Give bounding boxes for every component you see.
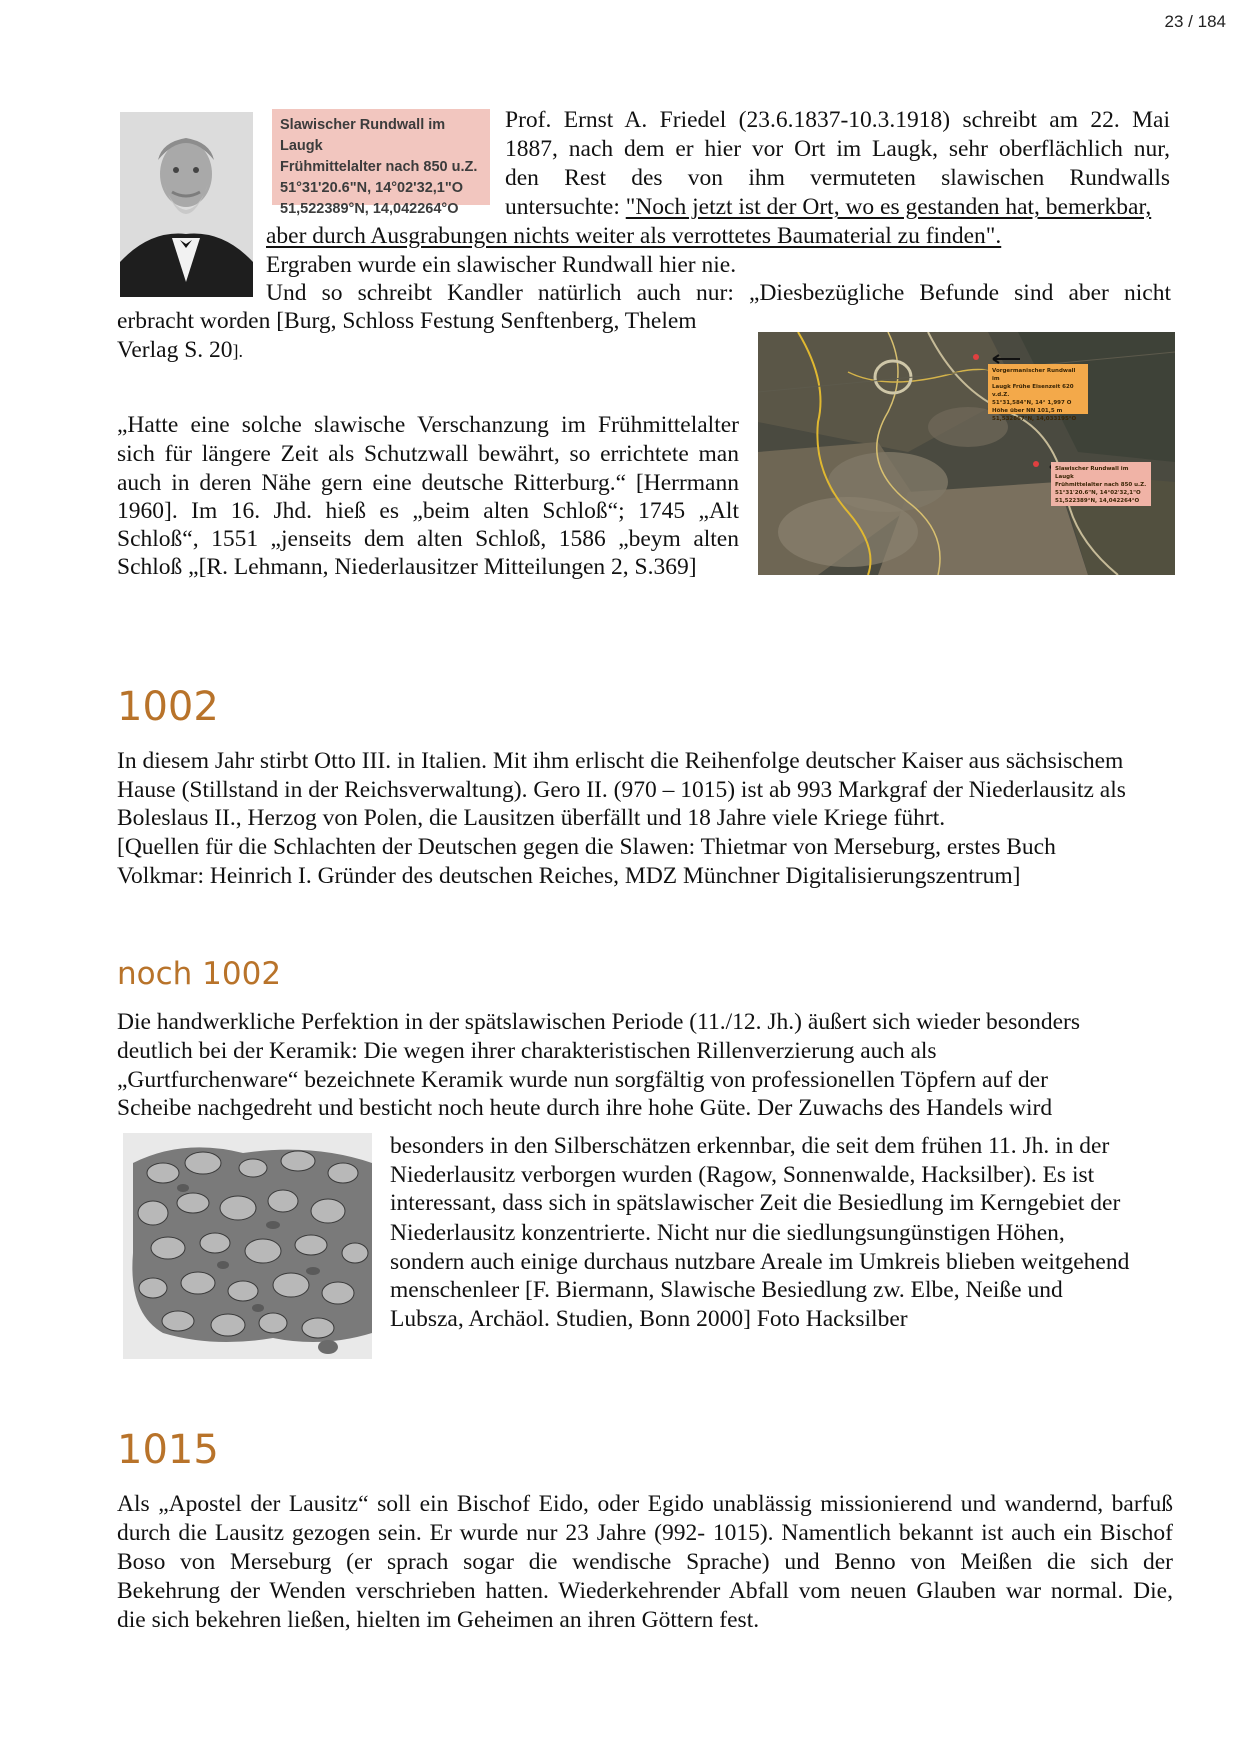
sec1015-line-5: die sich bekehren ließen, hielten im Geheimen an ihren Göttern fest. — [117, 1607, 760, 1633]
sec1015-line-4: Bekehrung der Wenden verschrieben hatten. Wiederkehrender Abfall vom neuen Glauben war normal. Die, — [117, 1578, 1173, 1604]
sec1015-line-3: Boso von Merseburg (er sprach sogar die wendische Sprache) und Benno von Meißen die sich der — [117, 1549, 1173, 1575]
noch1002-line-8: Niederlausitz konzentrierte. Nicht nur die siedlungsungünstigen Höhen, — [390, 1220, 1065, 1246]
label-line-2: Frühmittelalter nach 850 u.Z. — [280, 159, 478, 175]
map-label-1-line-4: Höhe über NN 101,5 m — [992, 408, 1063, 414]
map-label-2-line-4: 51,522389°N, 14,042264°O — [1055, 498, 1140, 504]
quote-line-3: auch in deren Nähe gern eine deutsche Ritterburg.“ [Herrmann — [117, 470, 739, 496]
noch1002-line-2: deutlich bei der Keramik: Die wegen ihrer charakteristischen Rillenverzierung auch als — [117, 1038, 937, 1064]
quote-line-6: Schloß „[R. Lehmann, Niederlausitzer Mitteilungen 2, S.369] — [117, 554, 697, 580]
friedel-quote-start: "Noch jetzt ist der Ort, wo es gestanden hat, bemerkbar, — [625, 194, 1152, 220]
hacksilber-photo — [123, 1133, 372, 1359]
map-label-1-line-5: 51,532867°N, 14,033195°O — [992, 416, 1077, 422]
sec1002-line-4: [Quellen für die Schlachten der Deutschen gegen die Slawen: Thietmar von Merseburg, erstes Buch — [117, 834, 1056, 860]
map-label-1-line-3: 51°31,584"N, 14° 1,997 O — [992, 400, 1072, 406]
noch1002-line-1: Die handwerkliche Perfektion in der spätslawischen Periode (11./12. Jh.) äußert sich wieder besonders — [117, 1009, 1080, 1035]
page-number: 23 / 184 — [1164, 12, 1226, 31]
intro-line-6: Ergraben wurde ein slawischer Rundwall hier nie. — [266, 252, 737, 278]
sec1002-line-5: Volkmar: Heinrich I. Gründer des deutschen Reiches, MDZ Münchner Digitalisierungszentrum] — [117, 863, 1021, 889]
map-label-1 — [988, 364, 1088, 422]
map-label-2 — [1051, 462, 1151, 506]
intro-line-9-text: Verlag S. 20 — [117, 337, 233, 363]
portrait-image — [120, 112, 253, 297]
map-label-1-line-1: Vorgermanischer Rundwall im — [992, 368, 1076, 382]
noch1002-line-10: menschenleer [F. Biermann, Slawische Besiedlung zw. Elbe, Neiße und — [390, 1277, 1063, 1303]
noch1002-line-4: Scheibe nachgedreht und besticht noch heute durch ihre hohe Güte. Der Zuwachs des Handels wird — [117, 1095, 1053, 1121]
label-line-3: 51°31'20.6"N, 14°02'32,1"O — [280, 180, 464, 196]
intro-line-4 — [505, 193, 1170, 222]
heading-1015: 1015 — [117, 1427, 219, 1473]
aerial-map-image — [758, 332, 1175, 575]
quote-line-4: 1960]. Im 16. Jhd. hieß es „beim alten Schloß“; 1745 „Alt — [117, 498, 739, 524]
label-line-4: 51,522389°N, 14,042264°O — [280, 201, 459, 217]
sec1015-line-1: Als „Apostel der Lausitz“ soll ein Bischof Eido, oder Egido unablässig missionierend und wandernd, barfuß — [117, 1491, 1173, 1517]
map-label-2-line-3: 51°31'20.6"N, 14°02'32,1"O — [1055, 490, 1141, 496]
intro-line-4-plain: untersuchte: — [505, 194, 626, 220]
noch1002-line-3: „Gurtfurchenware“ bezeichnete Keramik wurde nun sorgfältig von professionellen Töpfern auf der — [117, 1067, 1048, 1093]
sec1002-line-1: In diesem Jahr stirbt Otto III. in Italien. Mit ihm erlischt die Reihenfolge deutscher Kaiser aus sächsischem — [117, 748, 1124, 774]
quote-line-5: Schloß“, 1551 „jenseits dem alten Schloß, 1586 „beym alten — [117, 526, 739, 552]
coordinate-label — [272, 109, 490, 217]
map-label-1-line-2: Laugk Frühe Eisenzeit 620 v.d.Z. — [992, 384, 1074, 398]
sec1002-line-3: Boleslaus II., Herzog von Polen, die Lausitzen überfällt und 18 Jahre viele Kriege führt. — [117, 805, 946, 831]
quote-line-1: „Hatte eine solche slawische Verschanzung im Frühmittelalter — [117, 412, 739, 438]
sec1002-line-2: Hause (Stillstand in der Reichsverwaltung). Gero II. (970 – 1015) ist ab 993 Markgraf der Niederlausitz als — [117, 777, 1126, 803]
map-label-2-line-2: Frühmittelalter nach 850 u.Z. — [1055, 482, 1147, 488]
intro-line-5 — [266, 222, 1171, 251]
intro-line-2: 1887, nach dem er hier vor Ort im Laugk, sehr oberflächlich nur, — [505, 136, 1170, 162]
noch1002-line-9: sondern auch einige durchaus nutzbare Areale im Umkreis blieben weitgehend — [390, 1249, 1130, 1275]
noch1002-line-6: Niederlausitz verborgen wurden (Ragow, Sonnenwalde, Hacksilber). Es ist — [390, 1162, 1095, 1188]
noch1002-line-7: interessant, dass sich in spätslawischer Zeit die Besiedlung im Kerngebiet der — [390, 1190, 1121, 1216]
label-line-1: Slawischer Rundwall im Laugk — [280, 117, 446, 154]
friedel-quote-end: aber durch Ausgrabungen nichts weiter als verrottetes Baumaterial zu finden". — [266, 223, 1002, 249]
intro-line-8: erbracht worden [Burg, Schloss Festung Senftenberg, Thelem — [117, 308, 697, 334]
aerial-map — [758, 332, 1175, 575]
intro-line-9-end: ]. — [232, 341, 244, 361]
map-label-2-line-1: Slawischer Rundwall im Laugk — [1055, 466, 1129, 480]
hacksilber-image — [123, 1133, 372, 1359]
intro-line-1: Prof. Ernst A. Friedel (23.6.1837-10.3.1918) schreibt am 22. Mai — [505, 107, 1170, 133]
portrait-photo — [120, 112, 253, 297]
quote-line-2: sich für längere Zeit als Schutzwall bewährt, so errichtete man — [117, 441, 739, 467]
heading-noch-1002: noch 1002 — [117, 956, 282, 992]
heading-1002: 1002 — [117, 684, 219, 730]
noch1002-line-5: besonders in den Silberschätzen erkennbar, die seit dem frühen 11. Jh. in der — [390, 1133, 1110, 1159]
sec1015-line-2: durch die Lausitz gezogen sein. Er wurde nur 23 Jahre (992- 1015). Namentlich bekannt ist auch ein Bischof — [117, 1520, 1173, 1546]
intro-line-3: den Rest des von ihm vermuteten slawischen Rundwalls — [505, 165, 1170, 191]
intro-line-9 — [117, 336, 747, 366]
intro-line-7: Und so schreibt Kandler natürlich auch nur: „Diesbezügliche Befunde sind aber nicht — [266, 280, 1171, 306]
noch1002-line-11: Lubsza, Archäol. Studien, Bonn 2000] Foto Hacksilber — [390, 1306, 908, 1332]
